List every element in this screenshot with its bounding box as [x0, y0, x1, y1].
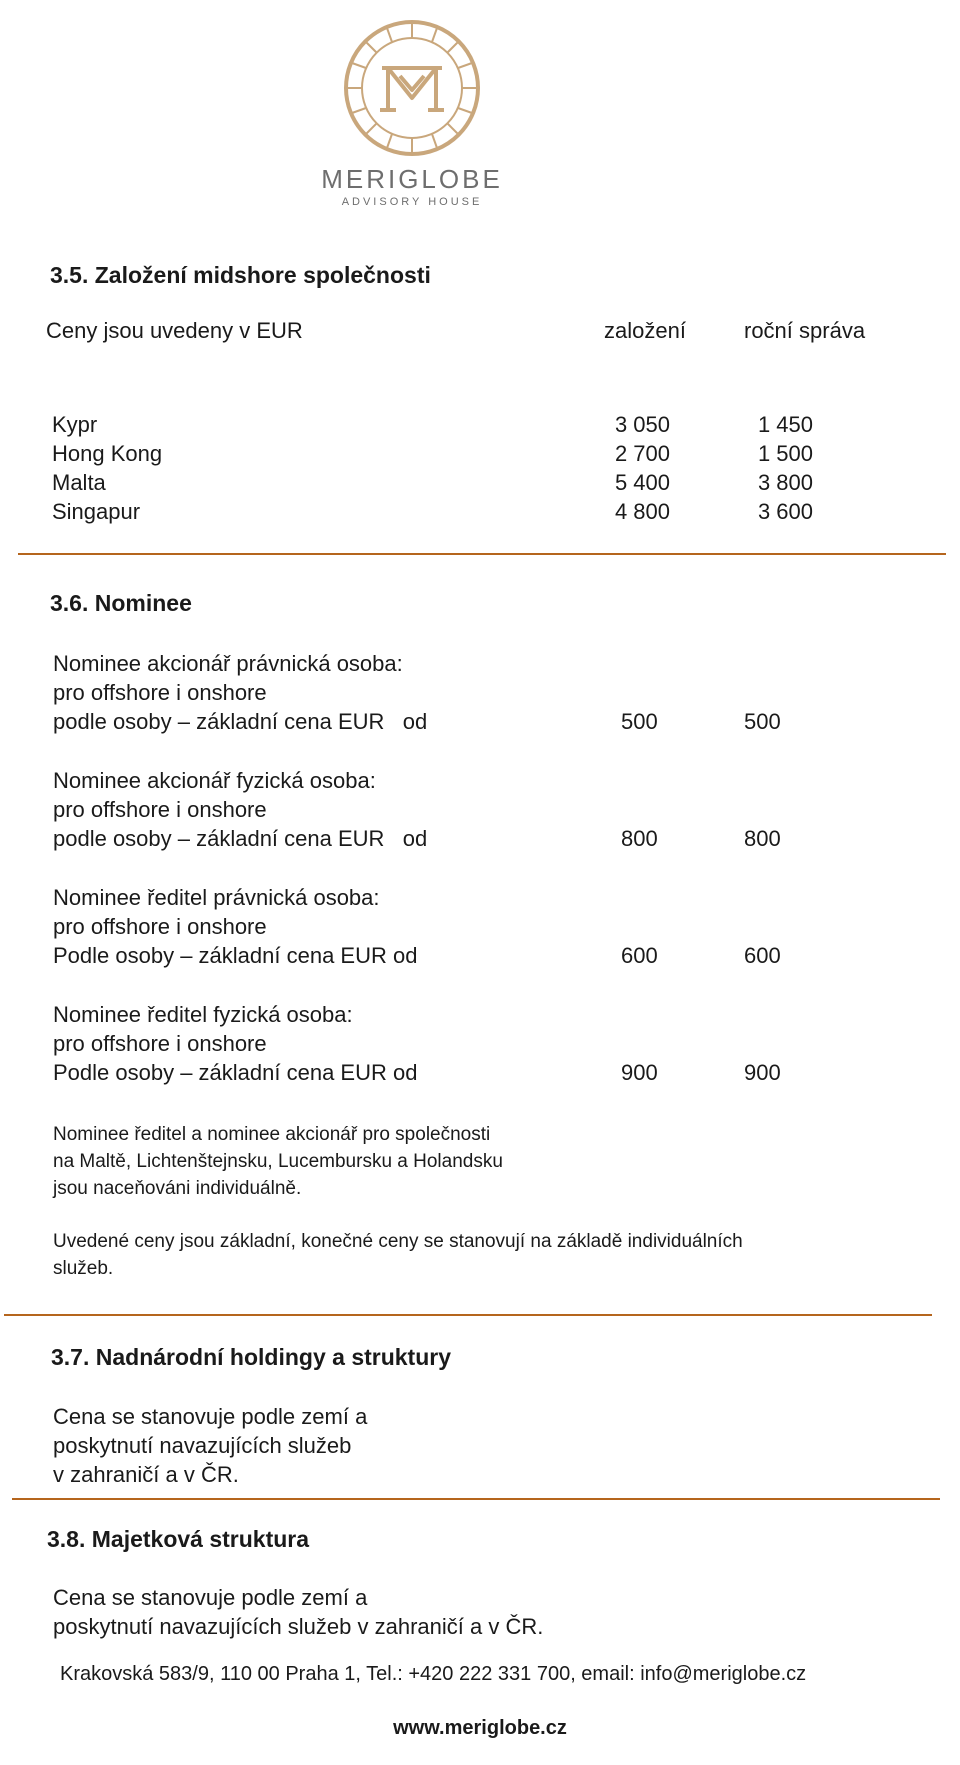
footer-contact: Krakovská 583/9, 110 00 Praha 1, Tel.: +420 222 331 700, email: info@meriglobe.cz	[60, 1663, 807, 1685]
row-annual-price: 1 450	[757, 412, 813, 437]
nominee-price-setup: 600	[621, 943, 658, 968]
paragraph-line: v zahraničí a v ČR.	[53, 1462, 239, 1487]
meriglobe-logo	[342, 18, 482, 158]
row-setup-price: 5 400	[614, 470, 670, 495]
nominee-subtitle: pro offshore i onshore	[53, 797, 267, 822]
paragraph-line: Cena se stanovuje podle zemí a	[53, 1585, 368, 1610]
row-setup-price: 2 700	[614, 441, 670, 466]
note-line: jsou naceňováni individuálně.	[53, 1178, 302, 1199]
brand-name: MERIGLOBE	[321, 164, 503, 194]
section-divider	[4, 1314, 932, 1316]
row-country: Kypr	[52, 412, 98, 437]
note-line: na Maltě, Lichtenštejnsku, Lucembursku a Holandsku	[53, 1151, 503, 1172]
nominee-price-setup: 500	[621, 709, 658, 734]
row-country: Singapur	[52, 499, 141, 524]
nominee-price-setup: 800	[621, 826, 658, 851]
footer-website-link[interactable]: www.meriglobe.cz	[393, 1717, 567, 1739]
nominee-price-setup: 900	[621, 1060, 658, 1085]
column-header-annual: roční správa	[744, 318, 866, 343]
nominee-title: Nominee ředitel právnická osoba:	[53, 885, 380, 910]
row-annual-price: 3 800	[757, 470, 813, 495]
row-setup-price: 3 050	[614, 412, 670, 437]
nominee-price-annual: 500	[744, 709, 781, 734]
brand-tagline: ADVISORY HOUSE	[341, 196, 483, 208]
nominee-price-label: podle osoby – základní cena EUR od	[53, 826, 428, 851]
row-annual-price: 3 600	[757, 499, 813, 524]
nominee-price-label: Podle osoby – základní cena EUR od	[53, 1060, 418, 1085]
price-currency-note: Ceny jsou uvedeny v EUR	[46, 318, 303, 343]
section-3-8-heading: 3.8. Majetková struktura	[47, 1526, 310, 1552]
disclaimer-line: služeb.	[53, 1258, 114, 1279]
paragraph-line: poskytnutí navazujících služeb v zahraničí a v ČR.	[53, 1614, 544, 1639]
section-divider	[12, 1498, 940, 1500]
nominee-subtitle: pro offshore i onshore	[53, 1031, 267, 1056]
section-3-7-heading: 3.7. Nadnárodní holdingy a struktury	[51, 1344, 452, 1370]
section-divider	[18, 553, 946, 555]
row-setup-price: 4 800	[614, 499, 670, 524]
nominee-subtitle: pro offshore i onshore	[53, 680, 267, 705]
section-3-5-heading: 3.5. Založení midshore společnosti	[50, 262, 431, 288]
nominee-subtitle: pro offshore i onshore	[53, 914, 267, 939]
paragraph-line: poskytnutí navazujících služeb	[53, 1433, 352, 1458]
disclaimer-line: Uvedené ceny jsou základní, konečné ceny se stanovují na základě individuálních	[53, 1231, 743, 1252]
nominee-title: Nominee akcionář právnická osoba:	[53, 651, 403, 676]
nominee-price-label: Podle osoby – základní cena EUR od	[53, 943, 418, 968]
section-3-6-heading: 3.6. Nominee	[50, 590, 192, 616]
row-country: Hong Kong	[52, 441, 163, 466]
column-header-setup: založení	[604, 318, 686, 343]
nominee-title: Nominee akcionář fyzická osoba:	[53, 768, 376, 793]
nominee-price-annual: 800	[744, 826, 781, 851]
row-country: Malta	[52, 470, 106, 495]
nominee-price-annual: 900	[744, 1060, 781, 1085]
nominee-price-label: podle osoby – základní cena EUR od	[53, 709, 428, 734]
row-annual-price: 1 500	[757, 441, 813, 466]
nominee-price-annual: 600	[744, 943, 781, 968]
paragraph-line: Cena se stanovuje podle zemí a	[53, 1404, 368, 1429]
nominee-title: Nominee ředitel fyzická osoba:	[53, 1002, 353, 1027]
note-line: Nominee ředitel a nominee akcionář pro společnosti	[53, 1124, 491, 1145]
